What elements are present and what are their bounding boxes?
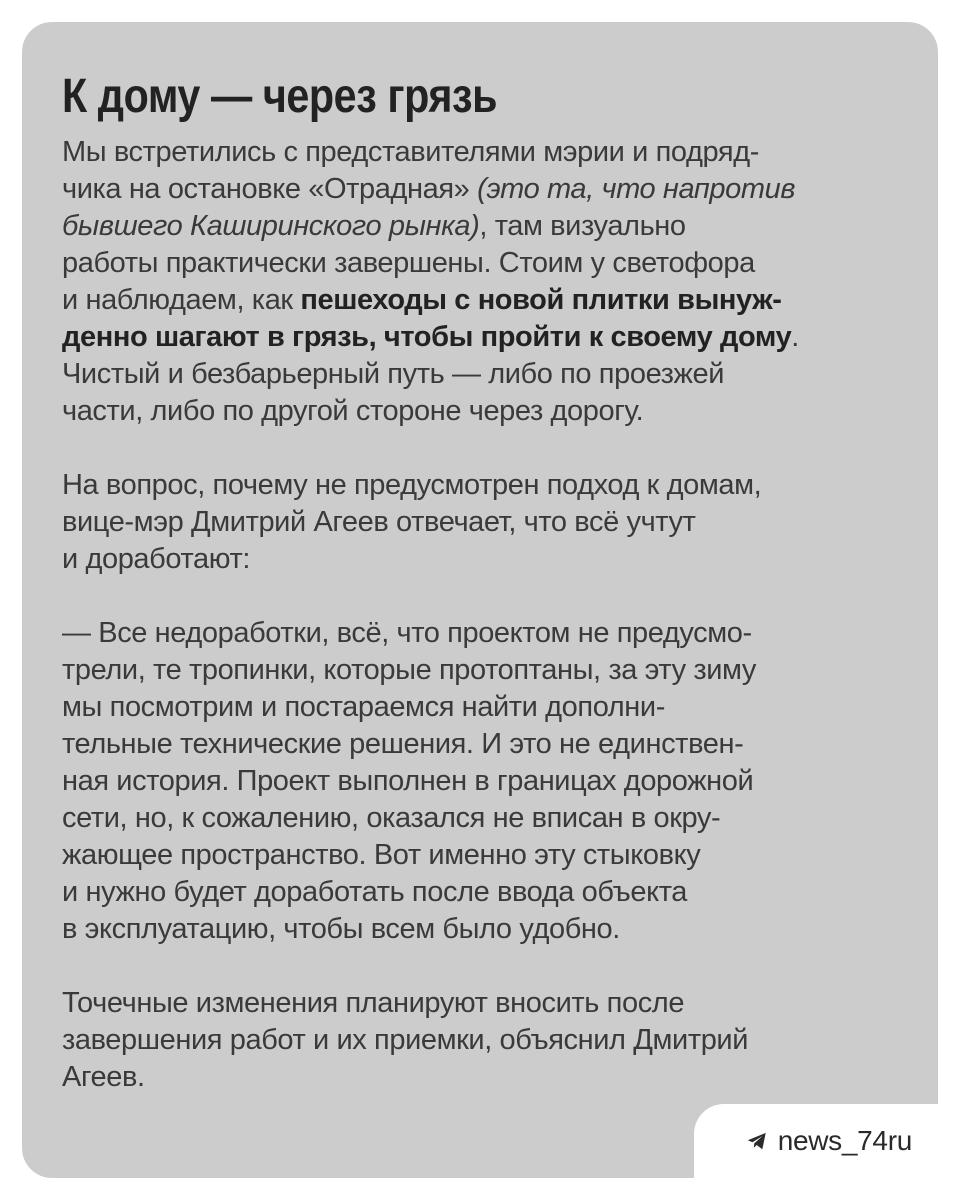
text-line [62, 874, 900, 911]
bold-text: пешеходы с новой плитки вынуж- [300, 284, 782, 316]
text-line [62, 1059, 900, 1096]
text-line [62, 985, 900, 1022]
article-title: К дому — через грязь [62, 70, 498, 123]
text-segment: — Все недоработки, всё, что проектом не предусмо- [62, 617, 752, 649]
article-body [62, 134, 900, 1096]
text-line [62, 726, 900, 763]
text-line [62, 837, 900, 874]
channel-name: news_74ru [777, 1125, 912, 1156]
text-line [62, 282, 900, 319]
text-segment: работы практически завершены. Стоим у светофора [62, 247, 755, 279]
text-line [62, 467, 900, 504]
text-line [62, 393, 900, 430]
text-line [62, 171, 900, 208]
text-line [62, 504, 900, 541]
text-line [62, 134, 900, 171]
text-segment: и наблюдаем, как [62, 284, 301, 316]
text-line [62, 1022, 900, 1059]
text-segment: завершения работ и их приемки, объяснил Дмитрий [62, 1024, 749, 1056]
text-segment: трели, те тропинки, которые протоптаны, за эту зиму [62, 654, 756, 686]
text-line [62, 800, 900, 837]
text-segment: На вопрос, почему не предусмотрен подход к домам, [62, 469, 762, 501]
text-line [62, 763, 900, 800]
text-segment: . [791, 321, 799, 353]
paragraph [62, 467, 900, 578]
text-segment: ная история. Проект выполнен в границах дорожной [62, 765, 754, 797]
text-segment: сети, но, к сожалению, оказался не вписан в окру- [62, 802, 721, 834]
text-segment: Точечные изменения планируют вносить после [62, 987, 685, 1019]
paragraph [62, 985, 900, 1096]
telegram-icon [746, 1130, 768, 1152]
text-segment: чика на остановке «Отрадная» [62, 173, 478, 205]
paragraph [62, 134, 900, 430]
text-segment: мы посмотрим и постараемся найти дополни- [62, 691, 665, 723]
text-line [62, 652, 900, 689]
text-line [62, 356, 900, 393]
text-segment: вице-мэр Дмитрий Агеев отвечает, что всё учтут [62, 506, 696, 538]
italic-text: (это та, что напротив [477, 173, 796, 205]
text-line [62, 615, 900, 652]
text-segment: Чистый и безбарьерный путь — либо по проезжей [62, 358, 725, 390]
article-card [22, 22, 938, 1178]
bold-text: денно шагают в грязь, чтобы пройти к своему дому [62, 321, 792, 353]
text-line [62, 911, 900, 948]
channel-badge[interactable] [694, 1104, 938, 1178]
text-line [62, 541, 900, 578]
text-segment: в эксплуатацию, чтобы всем было удобно. [62, 913, 620, 945]
text-segment: жающее пространство. Вот именно эту стыковку [62, 839, 701, 871]
text-segment: Агеев. [62, 1061, 145, 1093]
paragraph [62, 615, 900, 948]
text-segment: , там визуально [479, 210, 686, 242]
italic-text: бывшего Каширинского рынка) [62, 210, 480, 242]
text-segment: части, либо по другой стороне через дорогу. [62, 395, 644, 427]
text-segment: и нужно будет доработать после ввода объекта [62, 876, 687, 908]
text-segment: Мы встретились с представителями мэрии и подряд- [62, 136, 759, 168]
text-line [62, 245, 900, 282]
text-line [62, 319, 900, 356]
text-line [62, 208, 900, 245]
text-line [62, 689, 900, 726]
text-segment: тельные технические решения. И это не единствен- [62, 728, 744, 760]
text-segment: и доработают: [62, 543, 251, 575]
